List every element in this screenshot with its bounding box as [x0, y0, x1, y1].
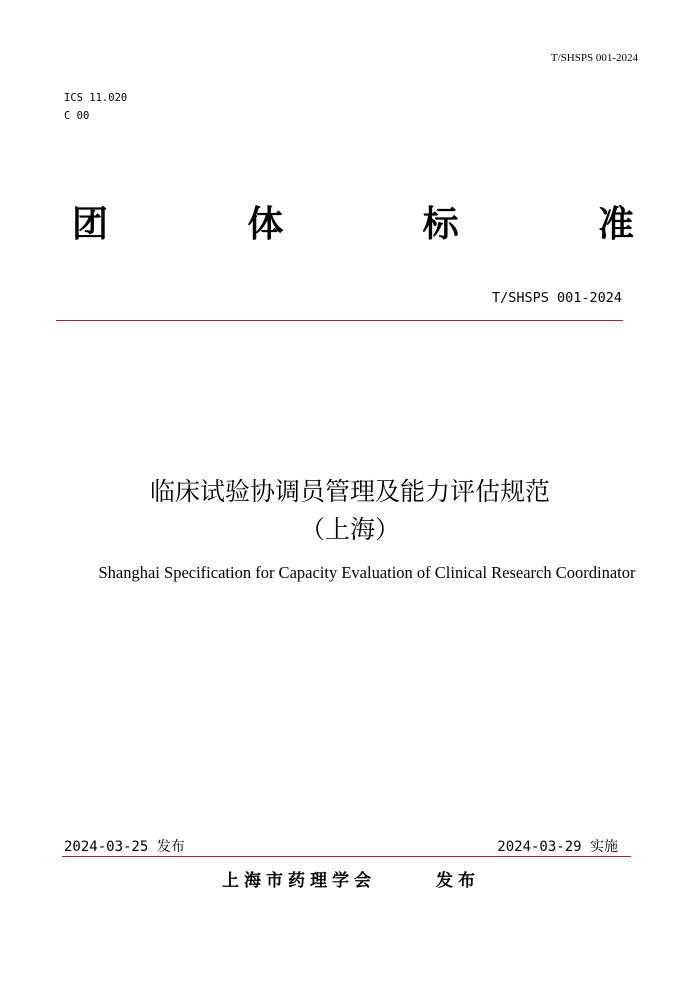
ccs-code: C 00 — [64, 110, 90, 122]
standard-type-char: 团 — [72, 203, 109, 245]
document-title-english: Shanghai Specification for Capacity Evaluation of Clinical Research Coordinator — [98, 563, 636, 582]
standard-type-char: 体 — [247, 203, 284, 245]
standard-type-heading — [72, 200, 634, 248]
publish-date: 2024-03-25 发布 — [64, 839, 185, 855]
ics-code: ICS 11.020 — [64, 92, 128, 104]
standard-number: T/SHSPS 001-2024 — [491, 290, 622, 306]
issuing-action: 发布 — [436, 871, 480, 891]
header-document-code: T/SHSPS 001-2024 — [550, 52, 638, 64]
bottom-divider — [62, 856, 631, 857]
top-divider — [56, 320, 623, 321]
implementation-date: 2024-03-29 实施 — [497, 839, 618, 855]
standard-type-char: 准 — [597, 203, 634, 245]
standard-type-char: 标 — [422, 203, 459, 245]
document-title-chinese-region: （上海） — [299, 515, 400, 544]
issuing-organization: 上海市药理学会 — [222, 871, 376, 891]
document-title-chinese: 临床试验协调员管理及能力评估规范 — [149, 477, 550, 506]
